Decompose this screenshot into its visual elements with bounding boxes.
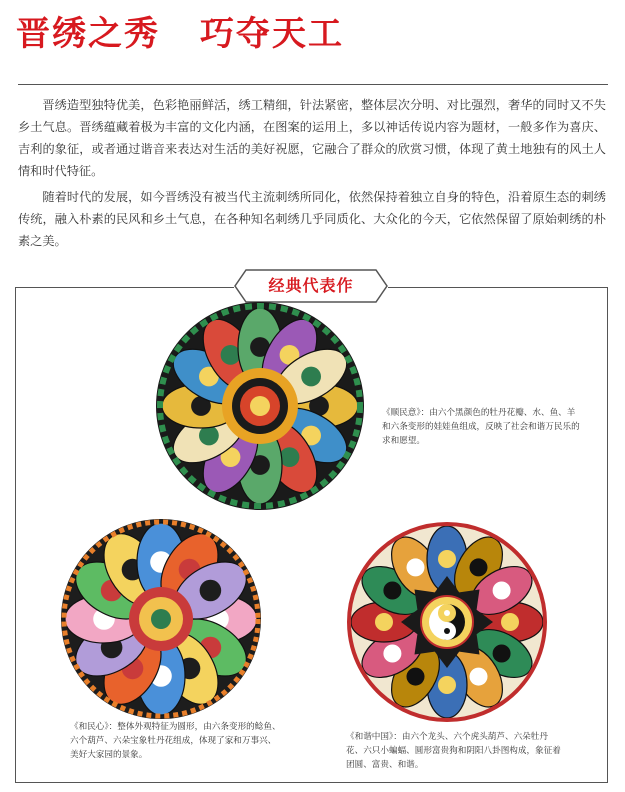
section-ribbon — [234, 269, 388, 303]
caption-shun-min-yi: 《顺民意》：由六个黑颜色的牡丹花瓣、水、鱼、羊和六条变形的娃娃鱼组成，反映了社会和谐万民乐的求和愿望。 — [382, 408, 580, 446]
title-part-1: 晋绣之秀 — [16, 14, 160, 54]
section-title: 经典代表作 — [268, 276, 354, 295]
caption-he-min-xin: 《和民心》：整体外观特征为圆形，由六条变形的鲶鱼、六个葫芦、六朵宝象牡丹花组成，体现了家和万事兴、美好大家园的景象。 — [70, 722, 281, 760]
caption-he-xie-zhong-guo: 《和谐中国》：由六个龙头、六个虎头葫芦、六朵牡丹花、六只小蝙蝠、圆形富贵狗和阴阳八卦图构成，象征着团圆、富贵、和谐。 — [346, 732, 561, 770]
embroidery-image-he-min-xin — [58, 517, 264, 721]
embroidery-image-he-xie-zhong-guo — [340, 522, 554, 722]
intro-paragraph-1: 晋绣造型独特优美，色彩艳丽鲜活，绣工精细，针法紧密，整体层次分明、对比强烈，奢华的同时又不失乡土气息。晋绣蕴藏着极为丰富的文化内涵，在图案的运用上，多以神话传说内容为题材，一般多作为喜庆、吉利的象征，或者通过谐音来表达对生活的美好祝愿，它融合了群众的欣赏习惯，体现了黄土地独有的风土人情和时代特征。 — [18, 98, 606, 178]
page-title — [16, 6, 344, 55]
header-divider — [18, 84, 608, 85]
embroidery-image-shun-min-yi — [150, 300, 370, 512]
title-part-2: 巧夺天工 — [200, 14, 344, 54]
intro-text — [18, 94, 606, 256]
intro-paragraph-2: 随着时代的发展，如今晋绣没有被当代主流刺绣所同化，依然保持着独立自身的特色，沿着原生态的刺绣传统，融入朴素的民风和乡土气息，在各种知名刺绣几乎同质化、大众化的今天，它依然保留了原始刺绣的朴素之美。 — [18, 190, 606, 248]
